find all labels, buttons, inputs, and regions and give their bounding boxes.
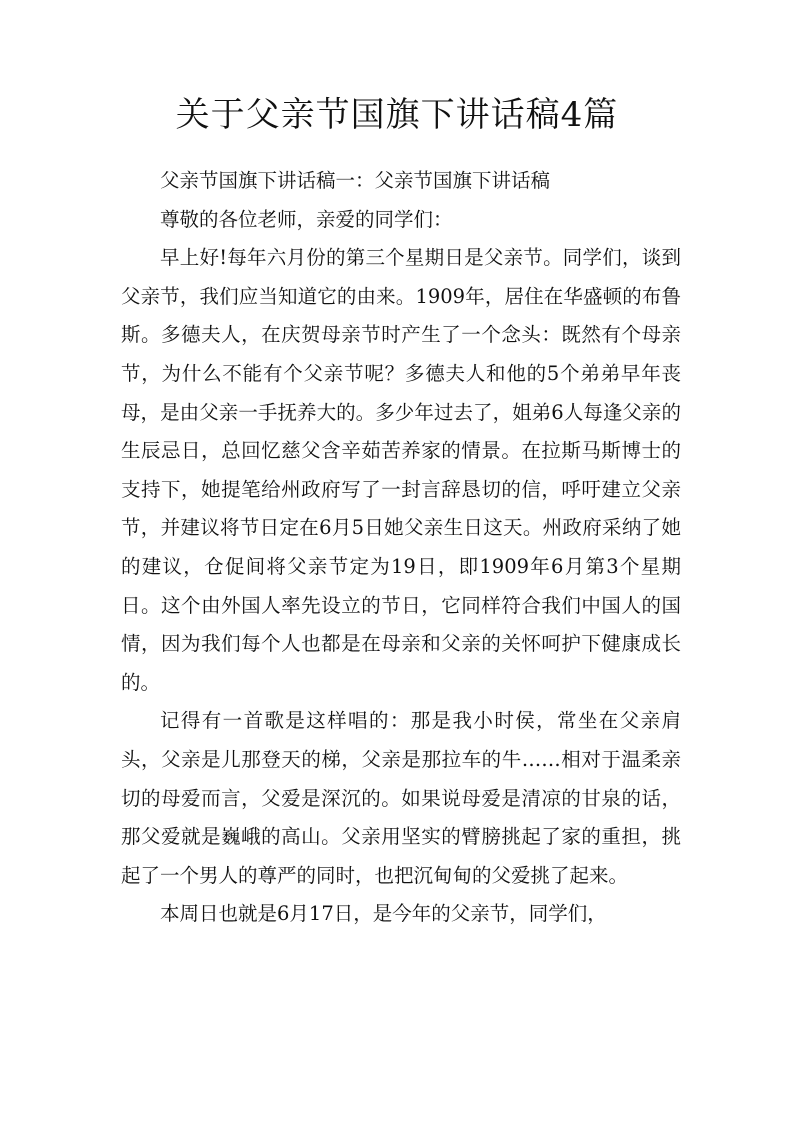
paragraph-song: 记得有一首歌是这样唱的：那是我小时侯，常坐在父亲肩头，父亲是儿那登天的梯，父亲是那拉车的牛……相对于温柔亲切的母爱而言，父爱是深沉的。如果说母爱是清凉的甘泉的话，那父爱就是巍峨的高山。父亲用坚实的臂膀挑起了家的重担，挑起了一个男人的尊严的同时，也把沉甸甸的父爱挑了起来。 bbox=[121, 709, 681, 887]
paragraph-subtitle: 父亲节国旗下讲话稿一：父亲节国旗下讲话稿 bbox=[160, 169, 551, 192]
paragraph-this-sunday: 本周日也就是6月17日，是今年的父亲节，同学们， bbox=[160, 902, 607, 926]
document-title: 关于父亲节国旗下讲话稿4篇 bbox=[175, 95, 619, 135]
paragraph-origin: 早上好!每年六月份的第三个星期日是父亲节。同学们，谈到父亲节，我们应当知道它的由来。1909年，居住在华盛顿的布鲁斯。多德夫人，在庆贺母亲节时产生了一个念头：既然有个母亲节，为什么不能有个父亲节呢？多德夫人和他的5个弟弟早年丧母，是由父亲一手抚养大的。多少年过去了，姐弟6人每逢父亲的生辰忌日，总回忆慈父含辛茹苦养家的情景。在拉斯马斯博士的支持下，她提笔给州政府写了一封言辞恳切的信，呼吁建立父亲节，并建议将节日定在6月5日她父亲生日这天。州政府采纳了她的建议，仓促间将父亲节定为19日，即1909年6月第3个星期日。这个由外国人率先设立的节日，它同样符合我们中国人的国情，因为我们每个人也都是在母亲和父亲的关怀呵护下健康成长的。 bbox=[121, 246, 681, 694]
document-body bbox=[121, 162, 681, 934]
paragraph-salutation: 尊敬的各位老师，亲爱的同学们： bbox=[160, 207, 453, 231]
